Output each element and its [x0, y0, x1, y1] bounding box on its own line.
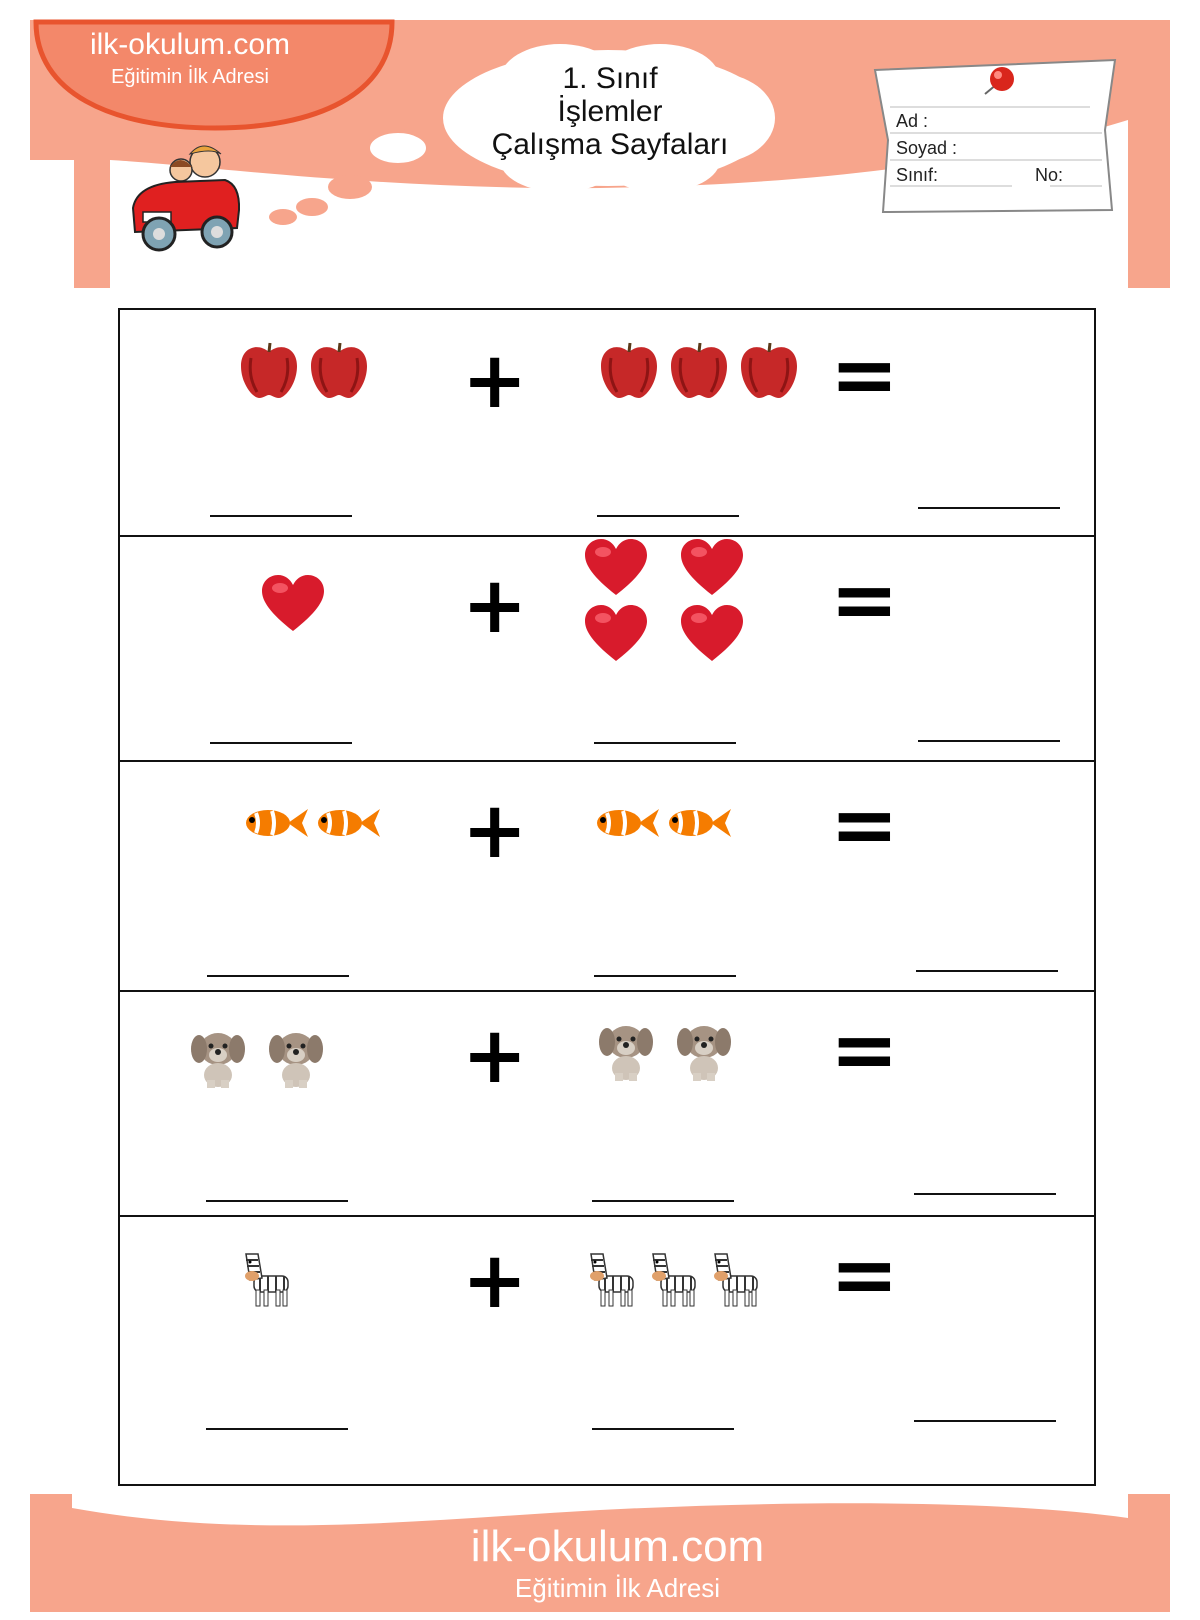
right-answer-blank[interactable]	[594, 742, 736, 744]
plus-sign: +	[462, 786, 528, 876]
surname-field-label: Soyad :	[896, 138, 958, 158]
header-logo-domain[interactable]: ilk-okulum.com	[89, 28, 291, 61]
class-field-label: Sınıf:	[896, 165, 939, 185]
header-logo-tagline: Eğitimin İlk Adresi	[111, 66, 269, 88]
zebra-icon	[240, 1250, 296, 1310]
left-addend-group	[240, 1250, 310, 1310]
zebra-icon	[647, 1250, 703, 1310]
right-addend-group	[583, 537, 745, 663]
zebra-icon	[709, 1250, 765, 1310]
sum-answer-blank[interactable]	[918, 740, 1060, 742]
page-title-line2: İşlemler	[557, 95, 663, 128]
right-answer-blank[interactable]	[597, 515, 739, 517]
heart-icon	[260, 573, 326, 633]
left-answer-blank[interactable]	[207, 975, 349, 977]
apple-icon	[737, 340, 801, 400]
right-answer-blank[interactable]	[592, 1428, 734, 1430]
left-answer-blank[interactable]	[210, 515, 352, 517]
puppy-icon	[598, 1018, 654, 1082]
fish-icon	[667, 805, 733, 841]
right-addend-group	[585, 1250, 795, 1310]
apple-icon	[307, 340, 371, 400]
right-answer-blank[interactable]	[592, 1200, 734, 1202]
right-answer-blank[interactable]	[594, 975, 736, 977]
plus-sign: +	[462, 1011, 528, 1101]
number-field-label: No:	[1035, 165, 1064, 185]
left-answer-blank[interactable]	[210, 742, 352, 744]
left-answer-blank[interactable]	[206, 1200, 348, 1202]
zebra-icon	[585, 1250, 641, 1310]
sum-answer-blank[interactable]	[918, 507, 1060, 509]
left-answer-blank[interactable]	[206, 1428, 348, 1430]
equals-sign: =	[830, 778, 899, 873]
page-title-line3: Çalışma Sayfaları	[491, 128, 729, 161]
sum-answer-blank[interactable]	[914, 1420, 1056, 1422]
plus-sign: +	[462, 336, 528, 426]
right-addend-group	[595, 805, 755, 841]
sum-answer-blank[interactable]	[916, 970, 1058, 972]
car-mascot-icon	[125, 140, 250, 260]
fish-icon	[316, 805, 382, 841]
sum-answer-blank[interactable]	[914, 1193, 1056, 1195]
puppy-icon	[190, 1025, 246, 1089]
equals-sign: =	[830, 328, 899, 423]
right-addend-group	[597, 340, 831, 400]
left-addend-group	[190, 1025, 330, 1089]
left-addend-group	[244, 805, 404, 841]
apple-icon	[237, 340, 301, 400]
right-addend-group	[598, 1018, 738, 1082]
row-divider	[118, 760, 1096, 762]
footer-tagline: Eğitimin İlk Adresi	[514, 1573, 721, 1603]
left-addend-group	[237, 340, 393, 400]
puppy-icon	[676, 1018, 732, 1082]
equals-sign: =	[830, 1003, 899, 1098]
apple-icon	[597, 340, 661, 400]
heart-icon	[679, 537, 745, 597]
equals-sign: =	[830, 553, 899, 648]
page-title-line1: 1. Sınıf	[562, 62, 658, 95]
plus-sign: +	[462, 561, 528, 651]
equals-sign: =	[830, 1228, 899, 1323]
puppy-icon	[268, 1025, 324, 1089]
row-divider	[118, 990, 1096, 992]
heart-icon	[583, 537, 649, 597]
plus-sign: +	[462, 1236, 528, 1326]
row-divider	[118, 1215, 1096, 1217]
push-pin-icon	[975, 62, 1025, 102]
apple-icon	[667, 340, 731, 400]
fish-icon	[595, 805, 661, 841]
left-addend-group	[260, 573, 340, 633]
footer-domain[interactable]: ilk-okulum.com	[470, 1522, 765, 1571]
name-field-label: Ad :	[896, 111, 929, 131]
heart-icon	[679, 603, 745, 663]
fish-icon	[244, 805, 310, 841]
heart-icon	[583, 603, 649, 663]
